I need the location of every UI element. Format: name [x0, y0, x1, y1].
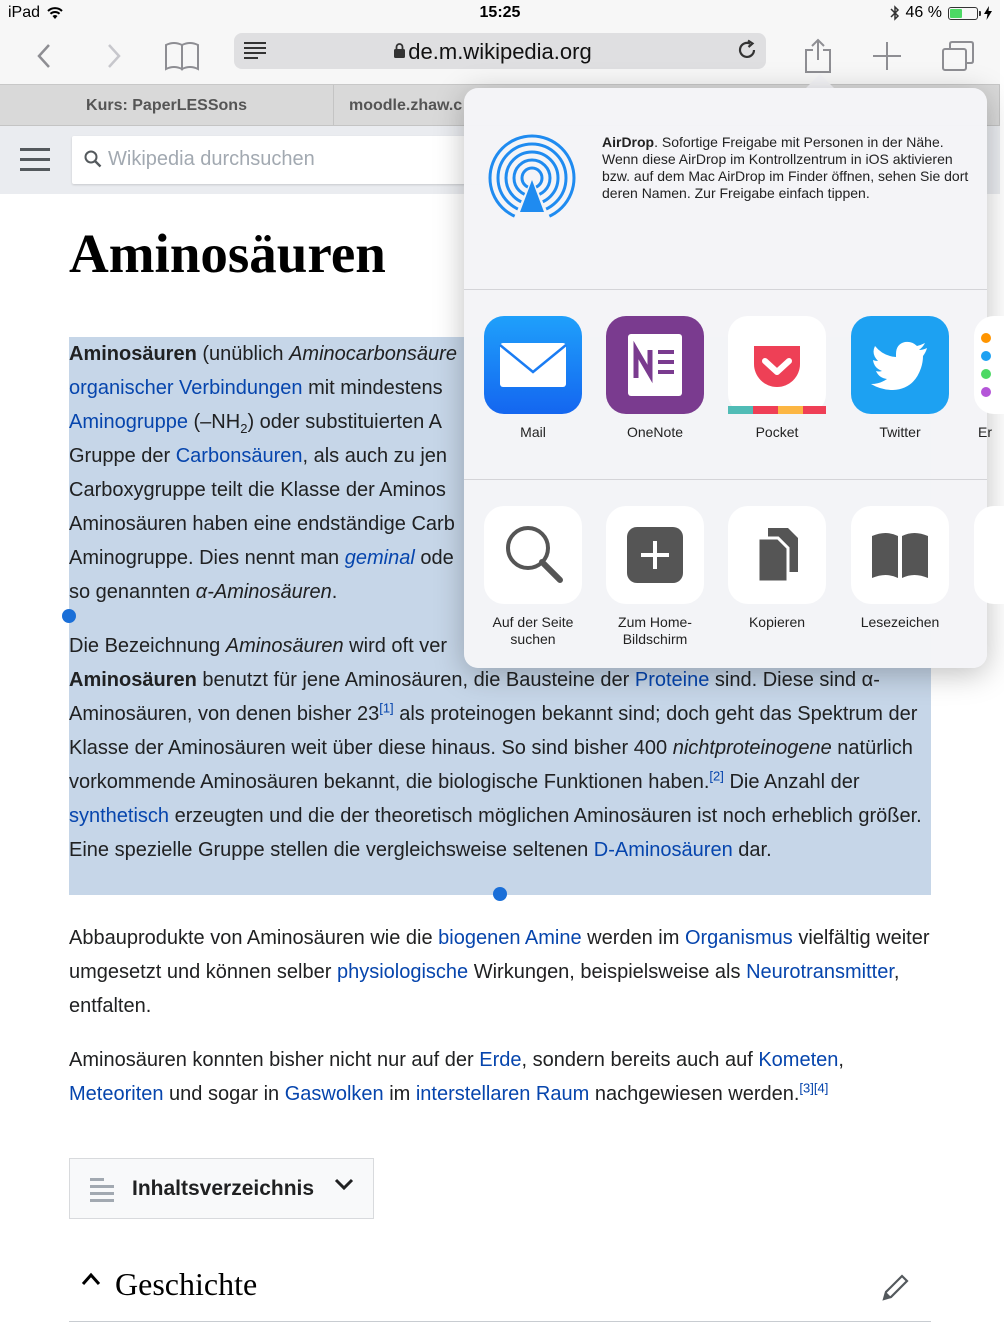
reload-button[interactable]	[736, 39, 758, 66]
battery-icon	[948, 7, 978, 20]
page-title: Aminosäuren	[69, 223, 386, 284]
chevron-up-icon	[81, 1272, 101, 1286]
tab-moodle[interactable]: moodle.zhaw.c	[334, 85, 1000, 126]
share-onenote[interactable]: OneNote	[599, 316, 711, 441]
copy-icon	[728, 506, 826, 604]
tabs-icon	[941, 40, 975, 72]
battery-fill	[950, 9, 962, 18]
magnifier-icon	[484, 506, 582, 604]
edit-pencil-icon[interactable]	[881, 1272, 911, 1302]
more-action-icon	[974, 506, 1004, 604]
link-geminal[interactable]: geminal	[344, 547, 415, 569]
link-gaswolken[interactable]: Gaswolken	[284, 1083, 384, 1105]
back-button[interactable]	[22, 34, 66, 78]
share-sheet	[464, 88, 992, 668]
status-bar	[0, 0, 1000, 28]
toc-toggle-button[interactable]	[69, 1158, 374, 1219]
chevron-right-icon	[106, 43, 122, 69]
airdrop-description: AirDrop. Sofortige Freigabe mit Personen in der Nähe. Wenn diese AirDrop im Kontrollzentrum in iOS aktivieren bzw. auf dem Mac AirDrop im Finder öffnen, sehen Sie dort deren Namen. Zur Freigabe einfach tippen.	[602, 134, 969, 201]
ref-1[interactable]: [1]	[379, 700, 394, 716]
link-proteine[interactable]: Proteine	[634, 669, 710, 691]
open-book-icon	[851, 506, 949, 604]
share-pocket[interactable]: Pocket	[721, 316, 833, 441]
toc-label: Inhaltsverzeichnis	[132, 1177, 315, 1200]
link-meteoriten[interactable]: Meteoriten	[69, 1083, 164, 1105]
section-header-geschichte[interactable]	[69, 1262, 931, 1322]
paragraph-abbauprodukte: Abbauprodukte von Aminosäuren wie die biogenen Amine werden im Organismus vielfältig weiter umgesetzt und können selber physiologische Wirkungen, beispielsweise als Neurotransmitter, entfalten.	[69, 927, 930, 1017]
selection-end-handle[interactable]	[493, 887, 507, 901]
plus-icon	[872, 41, 902, 71]
toc-list-icon	[90, 1176, 116, 1202]
reload-icon	[736, 39, 758, 61]
link-kometen[interactable]: Kometen	[758, 1049, 839, 1071]
bookmarks-button[interactable]	[160, 34, 204, 78]
bluetooth-icon	[890, 5, 900, 21]
share-mail[interactable]: Mail	[477, 316, 589, 441]
link-aminogruppe[interactable]: Aminogruppe	[69, 411, 188, 433]
ref-2[interactable]: [2]	[709, 768, 724, 784]
share-apps-row	[464, 290, 992, 480]
carrier-label: iPad	[8, 4, 41, 21]
link-d-aminosaeuren[interactable]: D-Aminosäuren	[593, 839, 733, 861]
link-physiologische[interactable]: physiologische	[336, 961, 469, 983]
pocket-icon	[728, 316, 826, 414]
add-square-icon	[606, 506, 704, 604]
airdrop-icon[interactable]	[486, 132, 578, 224]
ref-3-4[interactable]: [3][4]	[799, 1080, 829, 1096]
clock: 15:25	[479, 4, 521, 21]
selection-start-handle[interactable]	[62, 609, 76, 623]
book-icon	[164, 41, 200, 71]
reminders-icon	[974, 316, 1004, 414]
link-carbonsaeuren[interactable]: Carbonsäuren	[175, 445, 303, 467]
twitter-icon	[851, 316, 949, 414]
paragraph-intro: Aminosäuren (unüblich Aminocarbonsäure organischer Verbindungen mit mindestens Aminogruppe $(-NH_2)$ oder substituierten A Gruppe der Carbonsäuren, als auch zu jen Carboxygruppe teilt die Klasse der Aminos Aminosäuren haben eine endständige Carb Aminogruppe. Dies nennt man geminal ode so genannten α-Aminosäuren.	[69, 343, 457, 603]
new-tab-button[interactable]	[865, 34, 909, 78]
link-neurotransmitter[interactable]: Neurotransmitter	[746, 961, 894, 983]
menu-icon[interactable]	[20, 148, 50, 172]
link-organismus[interactable]: Organismus	[684, 927, 793, 949]
search-icon	[84, 150, 102, 168]
tab-paperlessons[interactable]: Kurs: PaperLESSons	[0, 85, 334, 126]
link-interstellarer-raum[interactable]: interstellaren Raum	[415, 1083, 590, 1105]
mail-icon	[484, 316, 582, 414]
tabs-overview-button[interactable]	[936, 34, 980, 78]
address-bar[interactable]	[234, 33, 766, 69]
wifi-icon	[46, 6, 64, 20]
section-title: Geschichte	[115, 1266, 258, 1302]
browser-toolbar	[0, 28, 1000, 84]
link-biogene-amine[interactable]: biogenen Amine	[438, 927, 582, 949]
action-more[interactable]	[966, 506, 996, 604]
charging-icon	[984, 6, 992, 20]
url-text: de.m.wikipedia.org	[408, 39, 592, 64]
share-button[interactable]	[796, 34, 840, 78]
paragraph-bezeichnung: Die Bezeichnung Aminosäuren wird oft ver Aminosäuren benutzt für jene Aminosäuren, die Bausteine der Proteine sind. Diese sind α-Aminosäuren, von denen bisher 23[1] als proteinogen bekannt sind; doch geht das Spektrum der Klasse der Aminosäuren weit über diese hinaus. So sind bisher 400 nichtproteinogene natürlich vorkommende Aminosäuren bekannt, die biologische Funktionen haben.[2] Die Anzahl der synthetisch erzeugten und die der theoretisch möglichen Aminosäuren ist noch erheblich größer. Eine spezielle Gruppe stellen die vergleichsweise seltenen D-Aminosäuren dar.	[69, 635, 922, 861]
action-copy[interactable]: Kopieren	[721, 506, 833, 631]
link-erde[interactable]: Erde	[479, 1049, 522, 1071]
onenote-icon	[606, 316, 704, 414]
carrier	[8, 4, 64, 22]
chevron-left-icon	[36, 43, 52, 69]
battery-percent: 46 %	[905, 4, 942, 21]
link-organische-verbindungen[interactable]: organischer Verbindungen	[69, 377, 303, 399]
airdrop-section	[464, 88, 987, 290]
search-placeholder: Wikipedia durchsuchen	[108, 148, 315, 170]
action-add-to-home[interactable]: Zum Home-Bildschirm	[599, 506, 711, 648]
action-find-on-page[interactable]: Auf der Seite suchen	[477, 506, 589, 648]
popover-arrow	[806, 74, 834, 88]
share-twitter[interactable]: Twitter	[844, 316, 956, 441]
status-right	[890, 4, 992, 22]
chevron-down-icon	[334, 1177, 354, 1191]
share-icon	[804, 38, 832, 74]
action-bookmark[interactable]: Lesezeichen	[844, 506, 956, 631]
forward-button[interactable]	[92, 34, 136, 78]
link-synthetisch[interactable]: synthetisch	[69, 805, 170, 827]
share-actions-row	[464, 480, 987, 668]
paragraph-vorkommen: Aminosäuren konnten bisher nicht nur auf der Erde, sondern bereits auch auf Kometen, Meteoriten und sogar in Gaswolken im interstellaren Raum nachgewiesen werden.[3][4]	[69, 1049, 844, 1105]
share-more-app[interactable]: Er	[966, 316, 996, 441]
